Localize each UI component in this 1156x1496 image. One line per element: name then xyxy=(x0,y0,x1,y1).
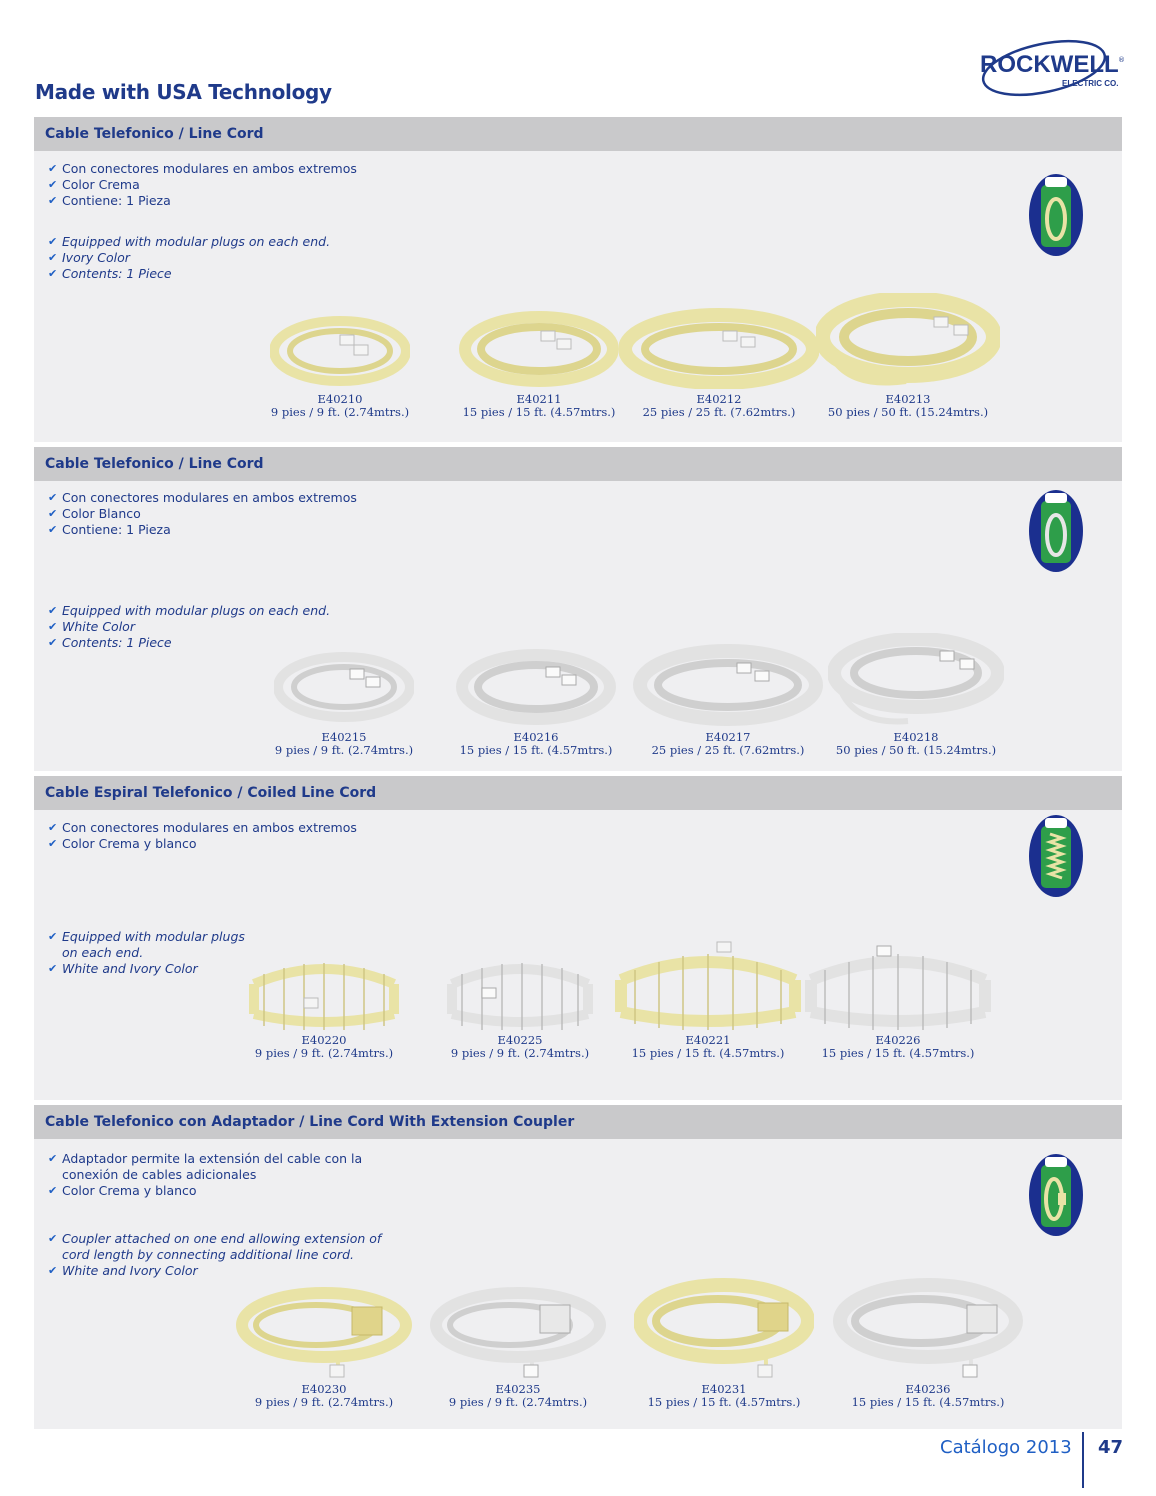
section-title: Cable Telefonico / Line Cord xyxy=(34,117,1122,151)
product-card xyxy=(418,1281,618,1409)
check-icon: ✔ xyxy=(48,1184,58,1197)
check-icon: ✔ xyxy=(48,837,58,850)
product-code: E40221 xyxy=(685,1033,731,1047)
cord-image xyxy=(274,645,414,727)
cord-image xyxy=(430,1281,606,1379)
product-length: 9 pies / 9 ft. (2.74mtrs.) xyxy=(448,1395,588,1409)
features-en: ✔ Equipped with modular plugs on each end. ✔ Ivory Color ✔ Contents: 1 Piece xyxy=(48,234,331,281)
footer-divider xyxy=(1082,1432,1084,1488)
check-icon: ✔ xyxy=(48,251,58,264)
package-image xyxy=(1028,1149,1084,1237)
page-title: Made with USA Technology xyxy=(35,80,332,104)
section-extension-coupler xyxy=(34,1105,1122,1429)
product-card xyxy=(436,645,636,757)
section-title: Cable Espiral Telefonico / Coiled Line Cord xyxy=(34,776,1122,810)
product-card xyxy=(224,954,424,1060)
cord-image xyxy=(611,940,805,1030)
product-code: E40230 xyxy=(301,1382,347,1396)
cord-image xyxy=(816,293,1000,389)
features-es: ✔ Con conectores modulares en ambos extremos ✔ Color Blanco ✔ Contiene: 1 Pieza xyxy=(48,490,357,537)
product-length: 15 pies / 15 ft. (4.57mtrs.) xyxy=(647,1395,801,1409)
check-icon: ✔ xyxy=(48,1152,58,1165)
product-card xyxy=(828,1275,1028,1409)
package-image xyxy=(1028,810,1084,898)
rockwell-logo xyxy=(972,38,1132,108)
check-icon: ✔ xyxy=(48,178,58,191)
cord-image xyxy=(833,1275,1023,1379)
check-icon: ✔ xyxy=(48,1232,58,1245)
features-en: ✔ Equipped with modular plugs on each end. ✔ White Color ✔ Contents: 1 Piece xyxy=(48,603,331,650)
footer-catalog: Catálogo 2013 xyxy=(940,1437,1072,1458)
product-code: E40212 xyxy=(696,392,742,406)
features-es: ✔ Adaptador permite la extensión del cable con la conexión de cables adicionales ✔ Color Crema y blanco xyxy=(48,1151,363,1198)
product-code: E40235 xyxy=(495,1382,541,1396)
product-card xyxy=(244,645,444,757)
svg-text:®: ® xyxy=(1118,56,1125,64)
check-icon: ✔ xyxy=(48,930,58,943)
product-length: 9 pies / 9 ft. (2.74mtrs.) xyxy=(254,1046,394,1060)
cord-image xyxy=(634,1275,814,1379)
features-es: ✔ Con conectores modulares en ambos extremos ✔ Color Crema y blanco xyxy=(48,820,357,851)
svg-text:ROCKWELL: ROCKWELL xyxy=(980,51,1119,78)
product-length: 15 pies / 15 ft. (4.57mtrs.) xyxy=(459,743,613,757)
product-length: 50 pies / 50 ft. (15.24mtrs.) xyxy=(827,405,989,419)
check-icon: ✔ xyxy=(48,821,58,834)
product-code: E40215 xyxy=(321,730,367,744)
product-length: 9 pies / 9 ft. (2.74mtrs.) xyxy=(270,405,410,419)
check-icon: ✔ xyxy=(48,620,58,633)
product-length: 50 pies / 50 ft. (15.24mtrs.) xyxy=(835,743,997,757)
product-card xyxy=(816,633,1016,757)
cord-image xyxy=(459,307,619,389)
product-length: 25 pies / 25 ft. (7.62mtrs.) xyxy=(651,743,805,757)
cord-image xyxy=(244,954,404,1030)
section-line-cord-ivory xyxy=(34,117,1122,442)
product-card xyxy=(808,293,1008,419)
cord-image xyxy=(619,307,819,389)
product-code: E40211 xyxy=(516,392,562,406)
product-code: E40225 xyxy=(497,1033,543,1047)
svg-text:ELECTRIC CO.: ELECTRIC CO. xyxy=(1062,79,1119,88)
package-image xyxy=(1028,485,1084,573)
check-icon: ✔ xyxy=(48,604,58,617)
product-card xyxy=(224,1281,424,1409)
cord-image xyxy=(633,641,823,727)
section-title: Cable Telefonico con Adaptador / Line Cord With Extension Coupler xyxy=(34,1105,1122,1139)
product-length: 9 pies / 9 ft. (2.74mtrs.) xyxy=(254,1395,394,1409)
product-length: 15 pies / 15 ft. (4.57mtrs.) xyxy=(851,1395,1005,1409)
package-image xyxy=(1028,169,1084,257)
product-card xyxy=(608,940,808,1060)
product-code: E40217 xyxy=(705,730,751,744)
product-code: E40213 xyxy=(885,392,931,406)
check-icon: ✔ xyxy=(48,636,58,649)
page-number: 47 xyxy=(1098,1437,1124,1458)
product-code: E40226 xyxy=(875,1033,921,1047)
product-code: E40216 xyxy=(513,730,559,744)
check-icon: ✔ xyxy=(48,1264,58,1277)
check-icon: ✔ xyxy=(48,523,58,536)
product-code: E40218 xyxy=(893,730,939,744)
section-coiled-cord xyxy=(34,776,1122,1100)
product-length: 15 pies / 15 ft. (4.57mtrs.) xyxy=(821,1046,975,1060)
features-en: ✔ Coupler attached on one end allowing extension of cord length by connecting additional line cord. ✔ White and Ivory Color xyxy=(48,1231,382,1278)
check-icon: ✔ xyxy=(48,507,58,520)
product-length: 15 pies / 15 ft. (4.57mtrs.) xyxy=(631,1046,785,1060)
section-line-cord-white xyxy=(34,447,1122,771)
cord-image xyxy=(270,309,410,389)
product-length: 25 pies / 25 ft. (7.62mtrs.) xyxy=(642,405,796,419)
product-card xyxy=(798,940,998,1060)
product-card xyxy=(240,309,440,419)
product-card xyxy=(420,954,620,1060)
product-code: E40236 xyxy=(905,1382,951,1396)
features-es: ✔ Con conectores modulares en ambos extremos ✔ Color Crema ✔ Contiene: 1 Pieza xyxy=(48,161,357,208)
product-length: 9 pies / 9 ft. (2.74mtrs.) xyxy=(274,743,414,757)
check-icon: ✔ xyxy=(48,491,58,504)
product-length: 9 pies / 9 ft. (2.74mtrs.) xyxy=(450,1046,590,1060)
product-code: E40210 xyxy=(317,392,363,406)
check-icon: ✔ xyxy=(48,235,58,248)
product-code: E40231 xyxy=(701,1382,747,1396)
features-en: ✔ Equipped with modular plugs on each end. ✔ White and Ivory Color xyxy=(48,929,245,976)
check-icon: ✔ xyxy=(48,962,58,975)
cord-image xyxy=(801,940,995,1030)
cord-image xyxy=(442,954,598,1030)
product-card xyxy=(619,307,819,419)
product-card xyxy=(439,307,639,419)
cord-image xyxy=(456,645,616,727)
check-icon: ✔ xyxy=(48,267,58,280)
section-title: Cable Telefonico / Line Cord xyxy=(34,447,1122,481)
check-icon: ✔ xyxy=(48,194,58,207)
cord-image xyxy=(828,633,1004,727)
product-card xyxy=(628,641,828,757)
product-length: 15 pies / 15 ft. (4.57mtrs.) xyxy=(462,405,616,419)
product-code: E40220 xyxy=(301,1033,347,1047)
cord-image xyxy=(236,1281,412,1379)
check-icon: ✔ xyxy=(48,162,58,175)
product-card xyxy=(624,1275,824,1409)
